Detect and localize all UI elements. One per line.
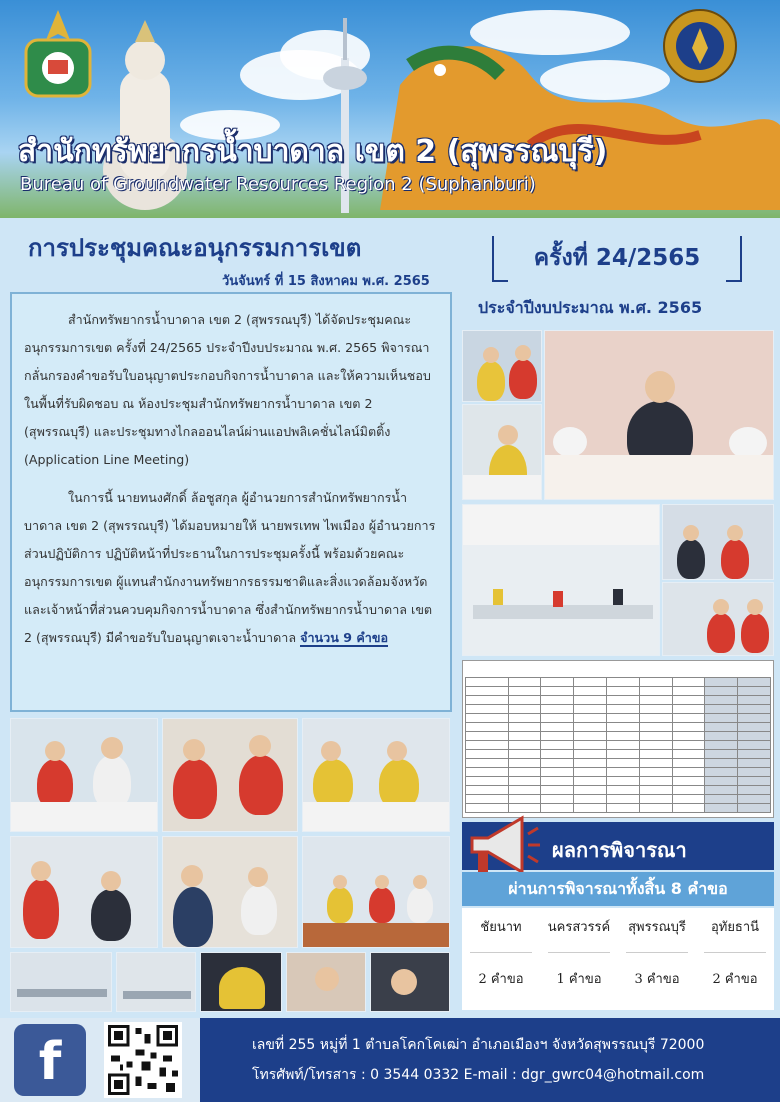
photo-online-meeting-1 — [200, 952, 282, 1012]
body-paragraph-2: ในการนี้ นายทนงศักดิ์ ล้อชูสกุล ผู้อำนวยการสำนักทรัพยากรน้ำบาดาล เขต 2 (สุพรรณบุรี) ได้มอบหมายให้ นายพรเทพ ไพเมือง ผู้อำนวยการส่วนปฏิบัติการ ปฏิบัติหน้าที่ประธานในการประชุมครั้งนี้ พร้อมด้วยคณะอนุกรรมการเขต ผู้แทนสำนักงานทรัพยากรธรรมชาติและสิ่งแวดล้อมจังหวัด และเจ้าหน้าที่ส่วนควบคุมกิจการน้ำบาดาล ซึ่งสำนักทรัพยากรน้ำบาดาล เขต 2 (สุพรรณบุรี) มีคำขอรับใบอนุญาตเจาะน้ำบาดาล จำนวน 9 คำขอ — [24, 490, 436, 645]
province-count: 3 คำขอ — [634, 972, 680, 987]
photo-meeting-2 — [162, 718, 298, 832]
session-box — [492, 236, 742, 284]
photo-online-meeting-3 — [370, 952, 450, 1012]
footer-address: เลขที่ 255 หมู่ที่ 1 ตำบลโคกโคเฒ่า อำเภอเมืองฯ จังหวัดสุพรรณบุรี 72000 — [252, 1037, 705, 1053]
photo-attendees-1 — [462, 330, 542, 402]
header-banner — [0, 0, 780, 218]
photo-room-thumb-1 — [10, 952, 112, 1012]
photo-meeting-1 — [10, 718, 158, 832]
province-count: 1 คำขอ — [556, 972, 602, 987]
photo-attendees-4 — [662, 582, 774, 656]
photo-room-thumb-2 — [116, 952, 196, 1012]
photo-meeting-6 — [302, 836, 450, 948]
province-name: อุทัยธานี — [710, 920, 760, 935]
result-province-col — [462, 908, 540, 1010]
province-name: สุพรรณบุรี — [628, 920, 686, 935]
province-count: 2 คำขอ — [712, 972, 758, 987]
result-subtitle: ผ่านการพิจารณาทั้งสิ้น 8 คำขอ — [462, 872, 774, 906]
bureau-logo-left — [18, 10, 98, 106]
photo-online-meeting-2 — [286, 952, 366, 1012]
summary-table-grid — [465, 677, 771, 813]
photo-meeting-3 — [302, 718, 450, 832]
body-text-box — [10, 292, 452, 712]
photo-meeting-4 — [10, 836, 158, 948]
photo-attendees-2 — [462, 404, 542, 500]
meeting-title: การประชุมคณะอนุกรรมการเขต — [28, 234, 362, 262]
result-title: ผลการพิจารณา — [552, 838, 687, 862]
province-name: ชัยนาท — [480, 920, 522, 935]
result-province-grid — [462, 908, 774, 1010]
photo-meeting-5 — [162, 836, 298, 948]
summary-table-image — [462, 660, 774, 818]
province-count: 2 คำขอ — [478, 972, 524, 987]
megaphone-icon — [466, 812, 542, 878]
meeting-date: วันจันทร์ ที่ 15 สิงหาคม พ.ศ. 2565 — [222, 274, 430, 289]
body-paragraph-1: สำนักทรัพยากรน้ำบาดาล เขต 2 (สุพรรณบุรี) ได้จัดประชุมคณะอนุกรรมการเขต ครั้งที่ 24/2565 ประจำปีงบประมาณ พ.ศ. 2565 พิจารณากลั่นกรองคำขอรับใบอนุญาตประกอบกิจการน้ำบาดาล และให้ความเห็นชอบในพื้นที่รับผิดชอบ ณ ห้องประชุมสำนักทรัพยากรน้ำบาดาล เขต 2 (สุพรรณบุรี) และประชุมทางไกลออนไลน์ผ่านแอปพลิเคชั่นไลน์มิตติ้ง (Application Line Meeting) — [24, 312, 431, 467]
photo-attendees-3 — [662, 504, 774, 580]
result-province-col — [540, 908, 618, 1010]
result-province-col — [618, 908, 696, 1010]
qr-code-icon[interactable] — [104, 1022, 182, 1098]
province-name: นครสวรรค์ — [547, 920, 611, 935]
photo-meeting-room — [462, 504, 660, 656]
header-title-thai: สำนักทรัพยากรน้ำบาดาล เขต 2 (สุพรรณบุรี) — [18, 134, 608, 169]
footer-contact[interactable]: โทรศัพท์/โทรสาร : 0 3544 0332 E-mail : dgr_gwrc04@hotmail.com — [252, 1067, 705, 1083]
fiscal-year: ประจำปีงบประมาณ พ.ศ. 2565 — [478, 298, 703, 317]
session-number: ครั้งที่ 24/2565 — [533, 245, 701, 271]
header-title-english: Bureau of Groundwater Resources Region 2 (Suphanburi) — [20, 174, 536, 195]
department-seal-right — [662, 8, 738, 84]
facebook-glyph[interactable]: f — [38, 1032, 62, 1092]
request-count-highlight: จำนวน 9 คำขอ — [300, 630, 389, 645]
photo-chairperson — [544, 330, 774, 500]
result-province-col — [696, 908, 774, 1010]
